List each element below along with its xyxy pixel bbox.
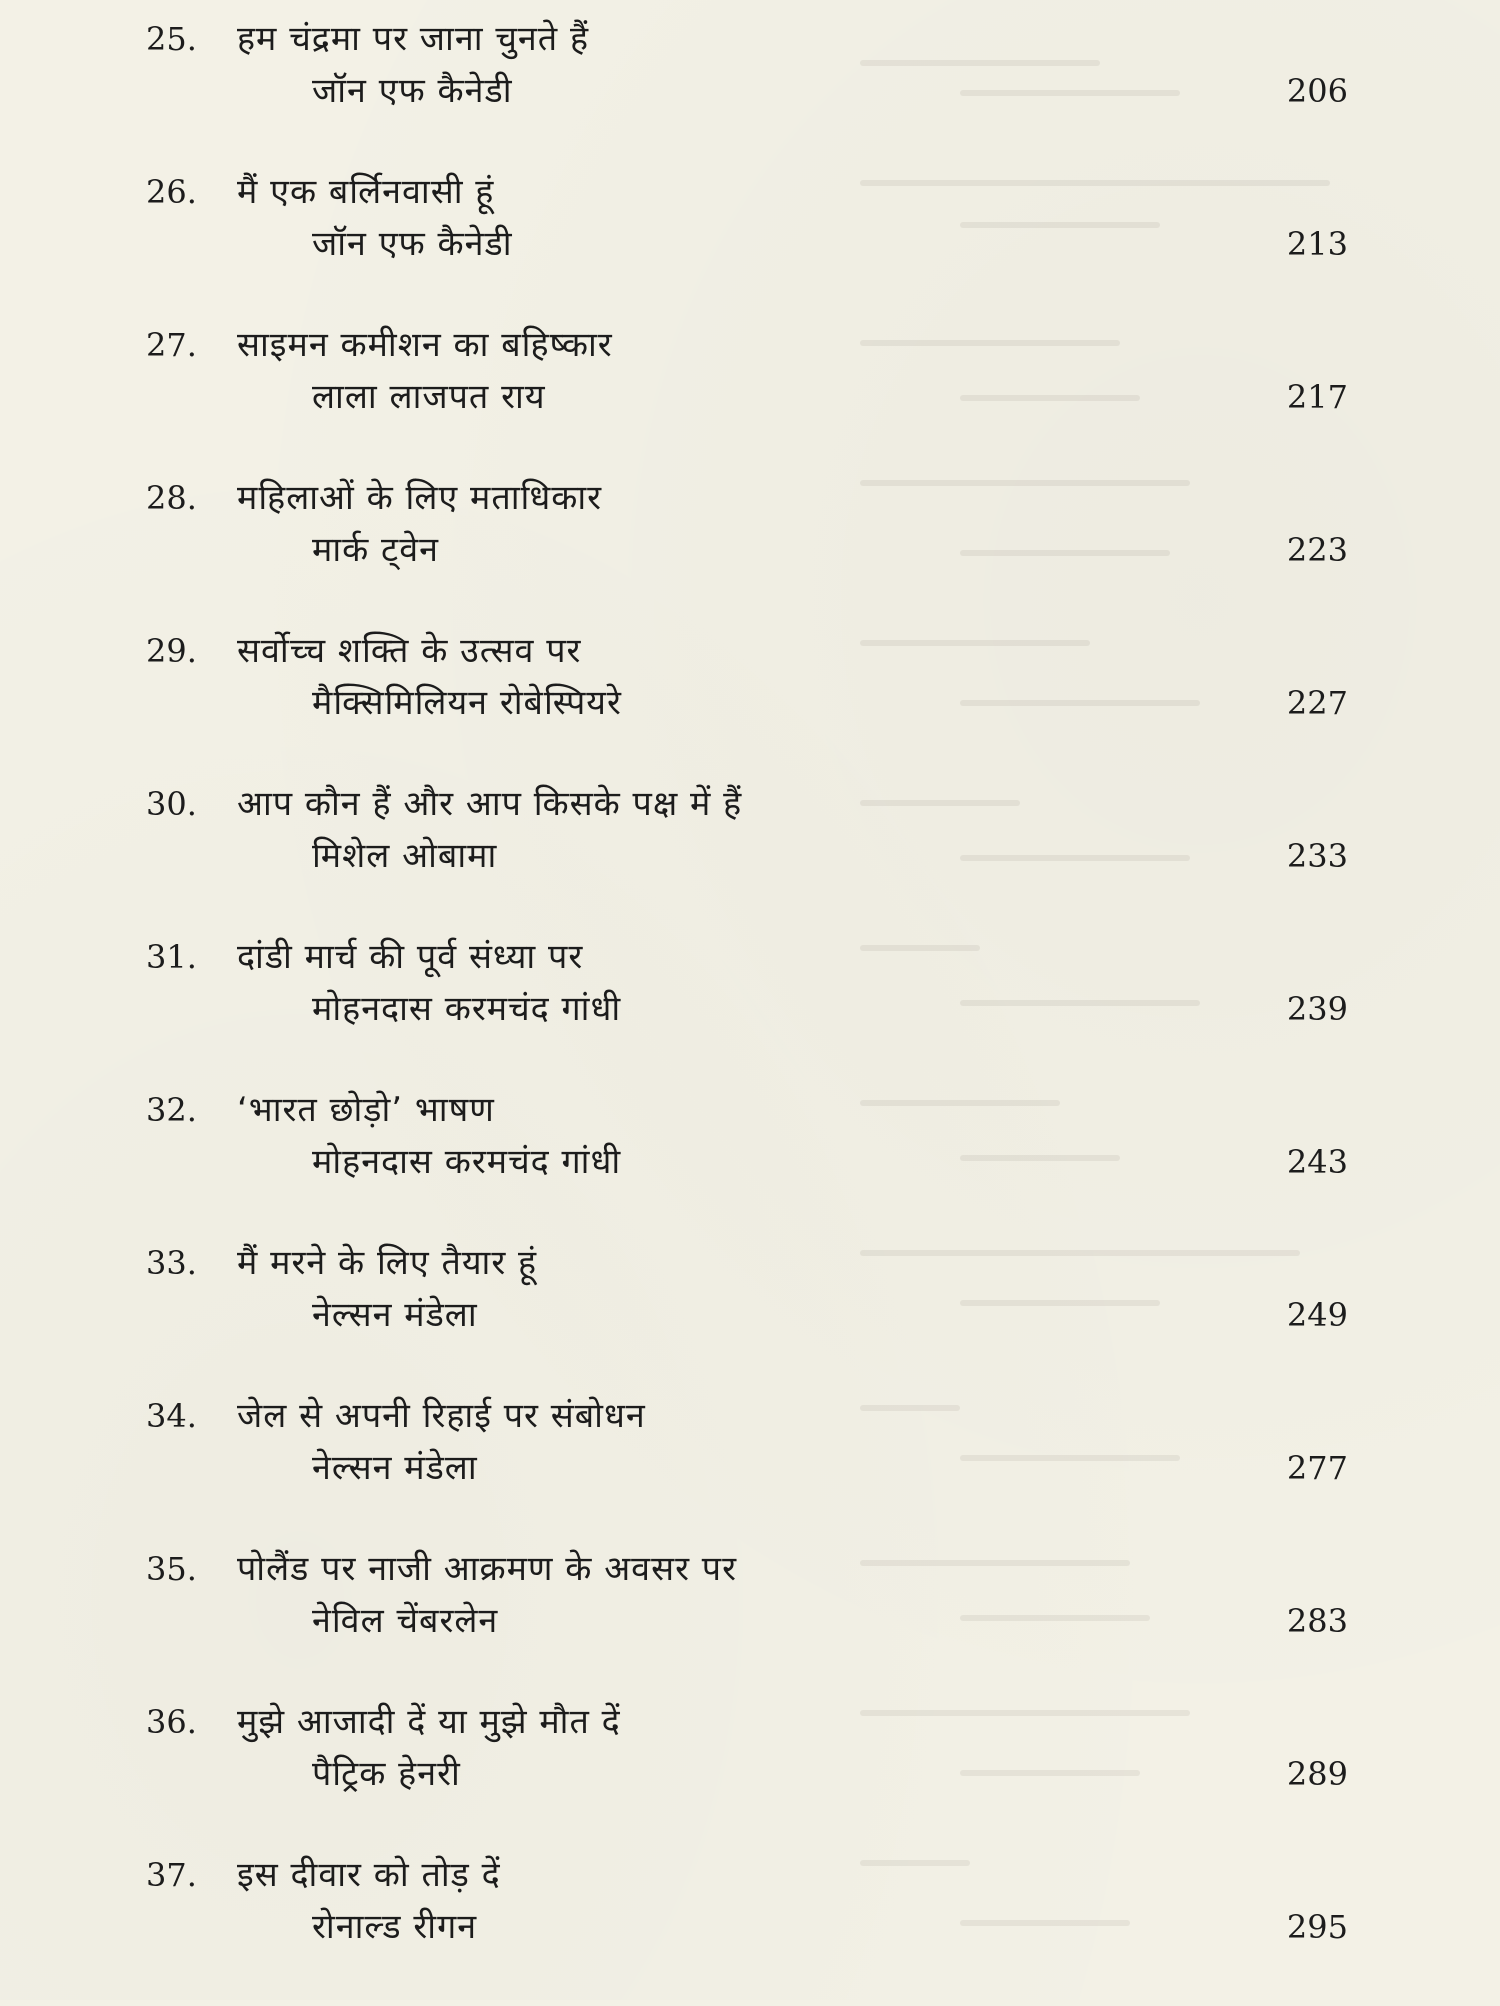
toc-entry bbox=[0, 1700, 1500, 1853]
entry-number: 28. bbox=[146, 479, 197, 517]
speech-title: साइमन कमीशन का बहिष्कार bbox=[237, 325, 613, 365]
speech-title: आप कौन हैं और आप किसके पक्ष में हैं bbox=[237, 784, 743, 824]
speaker-name: नेविल चेंबरलेन bbox=[312, 1601, 499, 1641]
toc-entry bbox=[0, 17, 1500, 170]
speech-title: पोलैंड पर नाजी आक्रमण के अवसर पर bbox=[237, 1549, 738, 1589]
speaker-name: मैक्सिमिलियन रोबेस्पियरे bbox=[312, 683, 622, 723]
entry-number: 36. bbox=[146, 1703, 197, 1741]
toc-entry bbox=[0, 1394, 1500, 1547]
speaker-name: जॉन एफ कैनेडी bbox=[312, 71, 513, 111]
speech-title: मुझे आजादी दें या मुझे मौत दें bbox=[237, 1702, 621, 1742]
page-number: 249 bbox=[1286, 1296, 1348, 1334]
speaker-name: नेल्सन मंडेला bbox=[312, 1448, 478, 1488]
toc-entry bbox=[0, 1547, 1500, 1700]
entry-number: 30. bbox=[146, 785, 197, 823]
toc-entry bbox=[0, 782, 1500, 935]
entry-number: 31. bbox=[146, 938, 197, 976]
entry-number: 34. bbox=[146, 1397, 197, 1435]
page-number: 295 bbox=[1286, 1908, 1348, 1946]
toc-entry bbox=[0, 629, 1500, 782]
entry-number: 32. bbox=[146, 1091, 197, 1129]
page-number: 223 bbox=[1286, 531, 1348, 569]
toc-entry bbox=[0, 476, 1500, 629]
speaker-name: पैट्रिक हेनरी bbox=[312, 1754, 461, 1794]
speaker-name: मोहनदास करमचंद गांधी bbox=[312, 1142, 622, 1182]
speaker-name: रोनाल्ड रीगन bbox=[312, 1907, 478, 1947]
speech-title: जेल से अपनी रिहाई पर संबोधन bbox=[237, 1396, 646, 1436]
speech-title: ‘भारत छोड़ो’ भाषण bbox=[237, 1090, 495, 1130]
page-number: 243 bbox=[1286, 1143, 1348, 1181]
page-number: 277 bbox=[1286, 1449, 1348, 1487]
toc-entry bbox=[0, 1853, 1500, 2006]
entry-number: 27. bbox=[146, 326, 197, 364]
entry-number: 33. bbox=[146, 1244, 197, 1282]
speaker-name: मार्क ट्वेन bbox=[312, 530, 439, 570]
page-number: 233 bbox=[1286, 837, 1348, 875]
speech-title: सर्वोच्च शक्ति के उत्सव पर bbox=[237, 631, 582, 671]
page-number: 213 bbox=[1286, 225, 1348, 263]
page-number: 217 bbox=[1286, 378, 1348, 416]
page-number: 283 bbox=[1286, 1602, 1348, 1640]
entry-number: 37. bbox=[146, 1856, 197, 1894]
toc-entry bbox=[0, 323, 1500, 476]
speaker-name: मिशेल ओबामा bbox=[312, 836, 498, 876]
speaker-name: जॉन एफ कैनेडी bbox=[312, 224, 513, 264]
speech-title: दांडी मार्च की पूर्व संध्या पर bbox=[237, 937, 584, 977]
page-number: 206 bbox=[1286, 72, 1348, 110]
speech-title: हम चंद्रमा पर जाना चुनते हैं bbox=[237, 19, 590, 59]
speech-title: इस दीवार को तोड़ दें bbox=[237, 1855, 501, 1895]
toc-entry bbox=[0, 170, 1500, 323]
toc-entry bbox=[0, 935, 1500, 1088]
toc-entry bbox=[0, 1241, 1500, 1394]
page-number: 227 bbox=[1286, 684, 1348, 722]
toc-entry bbox=[0, 1088, 1500, 1241]
speaker-name: मोहनदास करमचंद गांधी bbox=[312, 989, 622, 1029]
speaker-name: नेल्सन मंडेला bbox=[312, 1295, 478, 1335]
entry-number: 29. bbox=[146, 632, 197, 670]
speech-title: महिलाओं के लिए मताधिकार bbox=[237, 478, 603, 518]
entry-number: 26. bbox=[146, 173, 197, 211]
speech-title: मैं एक बर्लिनवासी हूं bbox=[237, 172, 495, 212]
entry-number: 25. bbox=[146, 20, 197, 58]
speaker-name: लाला लाजपत राय bbox=[312, 377, 546, 417]
entry-number: 35. bbox=[146, 1550, 197, 1588]
speech-title: मैं मरने के लिए तैयार हूं bbox=[237, 1243, 538, 1283]
page-number: 289 bbox=[1286, 1755, 1348, 1793]
page-number: 239 bbox=[1286, 990, 1348, 1028]
